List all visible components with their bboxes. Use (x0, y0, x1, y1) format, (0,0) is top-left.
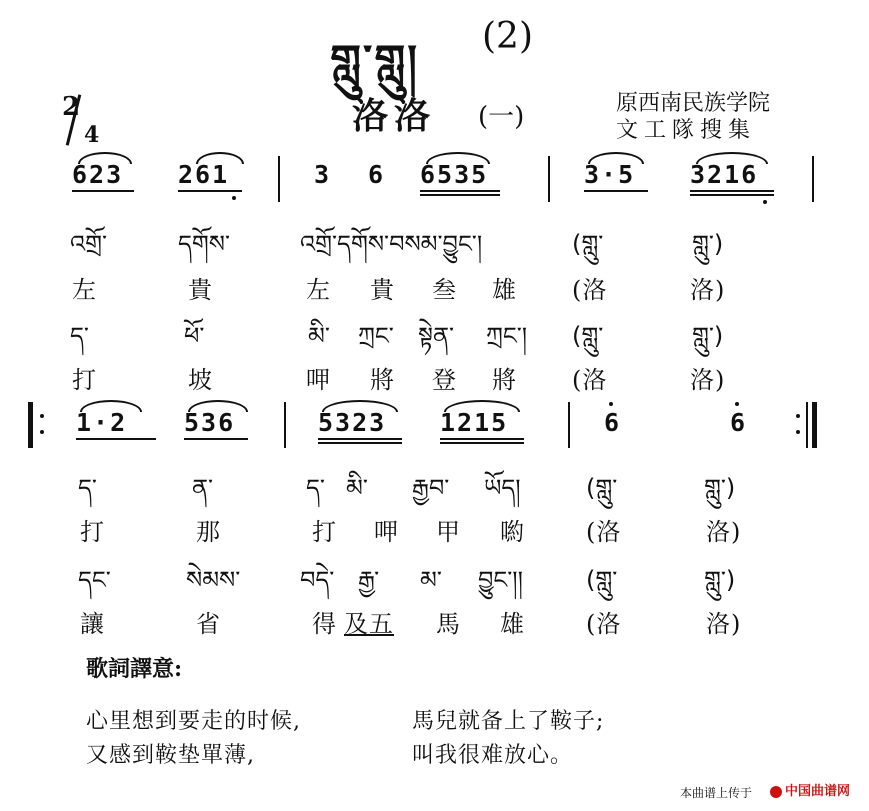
beam-line (178, 190, 242, 192)
barline (278, 156, 280, 202)
tibetan-syllable: མ་ (420, 566, 442, 594)
barline (284, 402, 286, 448)
lyric-char: (洛 (572, 366, 608, 394)
repeat-start-barline (28, 402, 33, 448)
tibetan-syllable: ཀྲང་། (486, 322, 528, 350)
octave-dot (609, 402, 613, 406)
slur (80, 400, 142, 412)
beam-line (420, 190, 500, 192)
note: 6 (604, 408, 622, 437)
tibetan-syllable: སེམས་ (186, 566, 241, 594)
tibetan-syllable: (གླུ་ (586, 566, 618, 594)
lyric-char: (洛 (572, 276, 608, 304)
lyric-char: 將 (370, 366, 395, 394)
note: 6 (368, 160, 386, 189)
tibetan-syllable: (གླུ་ (572, 230, 604, 258)
slur (696, 152, 768, 164)
lyric-char: 打 (80, 518, 105, 546)
translation-line: 叫我很难放心。 (412, 743, 574, 768)
slur (322, 400, 398, 412)
tibetan-syllable: (གླུ་ (572, 322, 604, 350)
tibetan-syllable: ད་ (70, 322, 89, 350)
note-group: 3216 (690, 160, 759, 189)
barline (812, 156, 814, 202)
beam-line (72, 190, 134, 192)
lyric-char: 雄 (500, 610, 525, 638)
tibetan-syllable: ན་ (192, 474, 214, 502)
octave-dot (763, 200, 767, 204)
logo-icon (770, 786, 782, 798)
lyric-char: 馬 (436, 610, 461, 638)
slur (588, 152, 644, 164)
lyric-char: 左 (306, 276, 331, 304)
note-group: 623 (72, 160, 124, 189)
tibetan-syllable: མི་ (308, 322, 330, 350)
note: 6 (730, 408, 748, 437)
beam-line (440, 442, 524, 444)
note-group: 1·2 (76, 408, 128, 437)
tibetan-syllable: (གླུ་ (586, 474, 618, 502)
tibetan-syllable: ཡོད། (484, 474, 521, 502)
lyric-char: 那 (196, 518, 221, 546)
tibetan-syllable: བདེ་ (300, 566, 335, 594)
note-group: 3·5 (584, 160, 636, 189)
lyric-char: 讓 (80, 610, 105, 638)
tibetan-syllable: རྒྱབ་ (412, 474, 450, 502)
slur (78, 152, 132, 164)
repeat-dot (40, 414, 44, 418)
time-signature (62, 92, 102, 152)
note-group: 261 (178, 160, 230, 189)
tibetan-syllable: སྟེན་ (418, 322, 455, 350)
lyric-char-underlined: 及五 (344, 610, 394, 638)
tibetan-syllable: གླུ་) (692, 322, 724, 350)
slur (188, 400, 248, 412)
translation-line: 馬兒就备上了鞍子; (412, 709, 605, 734)
page-number: (2) (482, 16, 533, 57)
upload-note: 本曲谱上传于 (680, 786, 753, 800)
note: 3 (314, 160, 332, 189)
lyric-char: 甲 (436, 518, 461, 546)
note-group: 536 (184, 408, 236, 437)
beam-line (690, 190, 774, 192)
note-group: 1215 (440, 408, 509, 437)
tibetan-syllable: གླུ་) (704, 474, 736, 502)
time-signature-top: 2 (62, 92, 81, 122)
lyric-char: 洛) (706, 518, 742, 546)
lyric-char: 貴 (188, 276, 213, 304)
tibetan-syllable: རྒྱ་ (358, 566, 380, 594)
beam-line (440, 438, 524, 440)
tibetan-syllable: ཕོ་ (184, 322, 205, 350)
lyric-char: 洛) (706, 610, 742, 638)
tibetan-syllable: གླུ་) (704, 566, 736, 594)
repeat-dot (796, 430, 800, 434)
barline (568, 402, 570, 448)
note-group: 6535 (420, 160, 489, 189)
lyric-char: 登 (432, 366, 457, 394)
time-signature-bottom: 4 (84, 122, 100, 148)
lyric-char: 將 (492, 366, 517, 394)
lyric-char: 得 (312, 610, 337, 638)
beam-line (318, 438, 402, 440)
tibetan-syllable: མི་ (346, 474, 368, 502)
beam-line (318, 442, 402, 444)
source-line-1: 原西南民族学院 (616, 91, 771, 116)
translation-line: 又感到鞍垫單薄, (86, 743, 255, 768)
tibetan-syllable: དགོས་ (178, 230, 231, 258)
octave-dot (735, 402, 739, 406)
lyric-char: 喲 (500, 518, 525, 546)
lyric-char: 呷 (374, 518, 399, 546)
lyric-char: 洛) (690, 276, 726, 304)
lyric-char: 打 (72, 366, 97, 394)
translation-label: 歌詞譯意: (86, 656, 183, 682)
beam-line (690, 194, 774, 196)
song-subtitle: (一) (478, 102, 525, 132)
lyric-char: 省 (196, 610, 221, 638)
lyric-char: (洛 (586, 610, 622, 638)
octave-dot (232, 196, 236, 200)
slur (444, 400, 520, 412)
site-name: 中国曲谱网 (785, 784, 851, 799)
tibetan-title: གླུ་གླུ། (330, 36, 419, 87)
repeat-end-barline (806, 402, 808, 448)
tibetan-syllable: ད་ (306, 474, 325, 502)
tibetan-syllable: གླུ་) (692, 230, 724, 258)
lyric-char: 洛) (690, 366, 726, 394)
lyric-char: 打 (312, 518, 337, 546)
source-credit (616, 90, 770, 144)
repeat-end-barline-thick (812, 402, 817, 448)
site-logo[interactable] (770, 780, 850, 799)
lyric-char: 左 (72, 276, 97, 304)
beam-line (76, 438, 156, 440)
beam-line (584, 190, 648, 192)
lyric-char: 貴 (370, 276, 395, 304)
lyric-char: 坡 (188, 366, 213, 394)
repeat-dot (796, 414, 800, 418)
slur (196, 152, 244, 164)
tibetan-phrase: འགྲོ་དགོས་བསམ་བྱུང་། (300, 230, 483, 258)
lyric-char: 叁 (432, 276, 457, 304)
tibetan-syllable: ད་ (78, 474, 97, 502)
lyric-char: 呷 (306, 366, 331, 394)
beam-line (184, 438, 248, 440)
repeat-dot (40, 430, 44, 434)
barline (548, 156, 550, 202)
slur (426, 152, 490, 164)
lyric-char: (洛 (586, 518, 622, 546)
song-title: 洛洛 (352, 95, 437, 137)
note-group: 5323 (318, 408, 387, 437)
tibetan-syllable: ཀྲང་ (358, 322, 394, 350)
tibetan-syllable: འགྲོ་ (70, 230, 108, 258)
tibetan-syllable: བྱུང་།། (478, 566, 523, 594)
translation-line: 心里想到要走的时候, (86, 709, 301, 734)
lyric-char: 雄 (492, 276, 517, 304)
tibetan-syllable: དང་ (78, 566, 111, 594)
beam-line (420, 194, 500, 196)
source-line-2: 文工隊搜集 (616, 118, 757, 143)
